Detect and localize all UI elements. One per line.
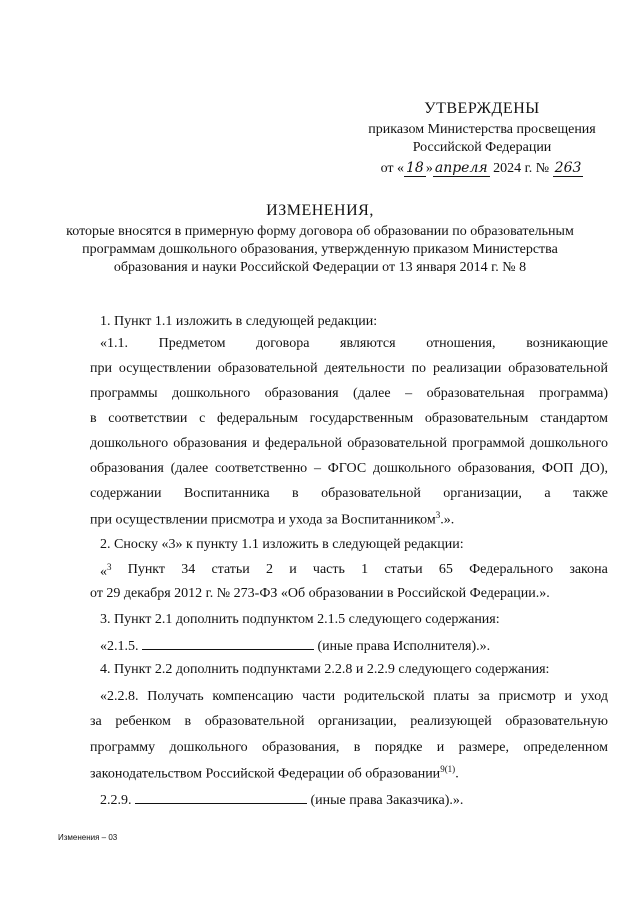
word: Воспитанника: [183, 486, 270, 501]
document-title: [0, 202, 640, 277]
word: часть: [312, 562, 345, 577]
item-1-heading: 1. Пункт 1.1 изложить в следующей редакции:: [100, 314, 378, 329]
word: содержании: [90, 486, 162, 501]
item-5-line: [100, 791, 618, 809]
item-1-line-5: дошкольного образования и федеральной образовательной программой дошкольного: [90, 436, 608, 451]
word: образовательной: [321, 486, 421, 501]
item-3-line-1: [100, 637, 618, 655]
item-1-line-4: в соответствии с федеральным государственным образовательным стандартом: [90, 411, 608, 426]
blank-line: [135, 791, 307, 804]
line-text: при осуществлении присмотра и ухода за Воспитанником: [90, 512, 436, 528]
word: являются: [340, 336, 396, 351]
word: Федерального: [469, 562, 554, 577]
handwritten-day: 18: [406, 160, 424, 176]
item-1-line-3: программы дошкольного образования (далее – образовательная программа): [90, 386, 608, 401]
handwritten-order-number: 263: [554, 160, 582, 176]
item-1-line-7: [90, 486, 608, 502]
date-prefix: от «: [380, 161, 405, 176]
handwritten-month: апреля: [434, 160, 488, 176]
word: 34: [181, 562, 196, 577]
word: в: [292, 486, 299, 501]
footnote-start: «$^3$: [100, 562, 112, 580]
word: Предметом: [158, 336, 226, 351]
date-mid: »: [425, 161, 433, 176]
item-4-line-1: «2.2.8. Получать компенсацию части родительской платы за присмотр и уход: [100, 689, 608, 704]
title-sub-3: образования и науки Российской Федерации от 13 января 2014 г. № 8: [113, 260, 527, 275]
item-4-line-3: программу дошкольного образования, в порядке и размере, определенном: [90, 740, 608, 755]
item-4-line-4: [90, 764, 608, 783]
footnote-ref: 9(1): [440, 764, 456, 774]
word: 1: [361, 562, 369, 577]
item-1-line-1: [100, 336, 608, 352]
approval-date-line: [352, 159, 612, 178]
subitem-number: «2.1.5.: [100, 639, 139, 654]
subitem-text: (иные права Заказчика).».: [310, 793, 464, 808]
word: 2: [266, 562, 274, 577]
item-2-heading: 2. Сноску «3» к пункту 1.1 изложить в следующей редакции:: [100, 537, 464, 552]
word: организации,: [443, 486, 522, 501]
word: 65: [438, 562, 453, 577]
approval-line-federation: Российской Федерации: [412, 140, 552, 155]
item-4-heading: 4. Пункт 2.2 дополнить подпунктами 2.2.8 и 2.2.9 следующего содержания:: [100, 662, 550, 677]
word: «1.1.: [100, 336, 128, 351]
line-text: законодательством Российской Федерации об образовании: [90, 766, 441, 782]
word: отношения,: [426, 336, 496, 351]
word: договора: [256, 336, 310, 351]
item-4-line-2: за ребенком в образовательной организации, реализующей образовательную: [90, 714, 608, 729]
footer-label: Изменения – 03: [58, 833, 118, 842]
item-3-heading: 3. Пункт 2.1 дополнить подпунктом 2.1.5 следующего содержания:: [100, 612, 500, 627]
footnote-ref: 3: [435, 510, 441, 520]
item-1-line-2: при осуществлении образовательной деятельности по реализации образовательной: [90, 361, 608, 376]
approval-line-ministry: приказом Министерства просвещения: [368, 122, 596, 137]
word: статьи: [384, 562, 423, 577]
title-sub-1: которые вносятся в примерную форму договора об образовании по образовательным: [66, 224, 574, 239]
word: возникающие: [526, 336, 608, 351]
item-1-line-8: [90, 510, 608, 529]
word: статьи: [211, 562, 250, 577]
date-year: 2024 г. №: [493, 161, 550, 176]
title-sub-2: программам дошкольного образования, утвержденную приказом Министерства: [82, 242, 558, 257]
line-end: .: [455, 766, 459, 782]
word: и: [289, 562, 297, 577]
word: также: [572, 486, 608, 501]
approval-block: [352, 100, 612, 178]
subitem-text: (иные права Исполнителя).».: [317, 639, 491, 654]
blank-line: [142, 637, 314, 650]
title-heading: ИЗМЕНЕНИЯ,: [266, 202, 374, 219]
item-2-line-2: от 29 декабря 2012 г. № 273-ФЗ «Об образовании в Российской Федерации.».: [90, 586, 550, 601]
subitem-number: 2.2.9.: [100, 793, 132, 808]
item-1-line-6: образования (далее соответственно – ФГОС дошкольного образования, ФОП ДО),: [90, 461, 608, 476]
word: а: [544, 486, 551, 501]
approval-heading: УТВЕРЖДЕНЫ: [424, 100, 540, 117]
word: закона: [569, 562, 608, 577]
word: Пункт: [127, 562, 166, 577]
item-2-line-1: [100, 562, 608, 581]
line-end: .».: [440, 512, 455, 528]
